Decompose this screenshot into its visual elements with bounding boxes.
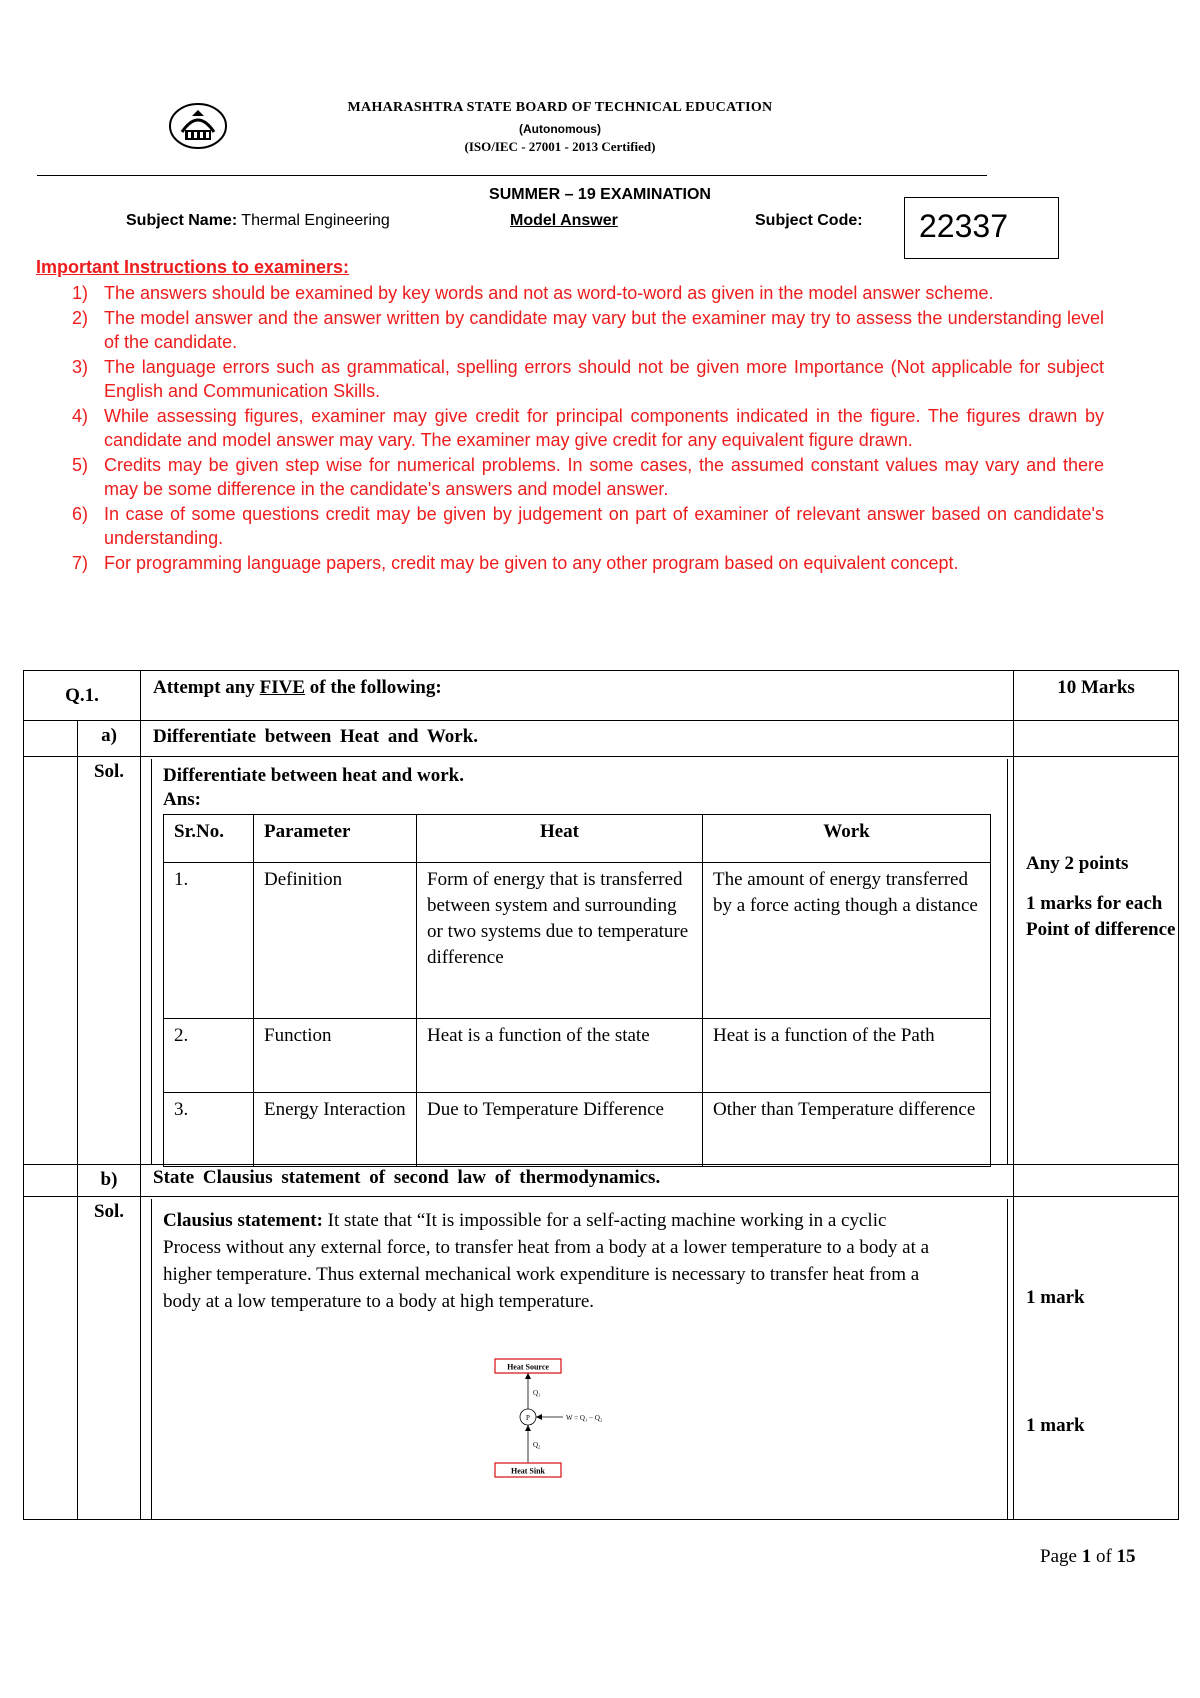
table-header-row xyxy=(164,815,991,863)
exam-title: SUMMER – 19 EXAMINATION xyxy=(489,186,711,203)
subject-code-label: Subject Code: xyxy=(755,212,863,229)
heat-sink-label: Heat Sink xyxy=(510,1466,546,1476)
marks-note: 1 marks for each Point of difference xyxy=(1026,893,1176,940)
marks-note: 1 mark xyxy=(1026,1415,1085,1436)
iso-certification: (ISO/IEC - 27001 - 2013 Certified) xyxy=(464,139,656,154)
page-number: Page 1 of 15 xyxy=(1040,1546,1136,1567)
table-row: 3. Energy Interaction Due to Temperature Difference Other than Temperature difference xyxy=(164,1093,991,1167)
column-header: Sr.No. xyxy=(164,815,254,863)
answer-heading: Differentiate between heat and work. Ans: xyxy=(163,765,464,810)
instruction-item: 1) The answers should be examined by key words and not as word-to-word as given in the model answer scheme. xyxy=(72,283,994,303)
msbte-logo-icon xyxy=(168,102,228,150)
instruction-item: 7) For programming language papers, credit may be given to any other program based on equivalent concept. xyxy=(72,552,959,573)
board-name: MAHARASHTRA STATE BOARD OF TECHNICAL EDUCATION xyxy=(347,100,773,115)
subquestion-b-label: b) xyxy=(78,1165,141,1197)
autonomous-label: (Autonomous) xyxy=(519,122,601,136)
solution-b-content xyxy=(141,1197,1014,1520)
marks-note: 1 mark xyxy=(1026,1287,1085,1308)
question-header-row xyxy=(24,671,1179,721)
subject-name-label: Subject Name: xyxy=(126,212,238,229)
subquestion-a-text: Differentiate between Heat and Work. xyxy=(141,721,1014,757)
question-marks: 10 Marks xyxy=(1014,671,1179,721)
instruction-item: 5) Credits may be given step wise for numerical problems. In some cases, the assumed constant values may vary and there may be some difference in the candidate's answers and model answer. xyxy=(72,454,1104,499)
heat-pump-diagram xyxy=(491,1357,651,1487)
marks-note: Any 2 points xyxy=(1026,853,1129,874)
instructions-title: Important Instructions to examiners: xyxy=(36,257,350,277)
marks-a-cell xyxy=(1014,757,1179,1165)
instruction-item: 4) While assessing figures, examiner may give credit for principal components indicated in the figure. The figures drawn by candidate and model answer may vary. The examiner may give credit for any equivalent figure drawn. xyxy=(72,405,1104,450)
column-header: Parameter xyxy=(254,815,417,863)
solution-a-row xyxy=(24,757,1179,1165)
model-answer-label: Model Answer xyxy=(510,212,618,229)
question-table xyxy=(23,670,1179,1520)
table-row: 1. Definition Form of energy that is transferred between system and surrounding or two systems due to temperature difference The amount of energy transferred by a force acting though a distance xyxy=(164,863,991,1019)
q1-arrow-icon xyxy=(525,1373,531,1379)
q2-arrow-icon xyxy=(525,1425,531,1431)
header-divider xyxy=(37,175,987,176)
solution-b-row xyxy=(24,1197,1179,1520)
solution-b-label: Sol. xyxy=(78,1197,141,1520)
instruction-item: 6) In case of some questions credit may be given by judgement on part of examiner of relevant answer based on candidate's understanding. xyxy=(72,503,1104,548)
heat-source-label: Heat Source xyxy=(507,1362,549,1372)
question-title: Attempt any FIVE of the following: xyxy=(141,671,1014,721)
solution-a-content xyxy=(141,757,1014,1165)
subject-name-row xyxy=(126,212,390,230)
heat-work-table xyxy=(163,814,991,1167)
question-number: Q.1. xyxy=(24,671,141,721)
subject-code-box: 22337 xyxy=(904,197,1059,259)
column-header: Work xyxy=(703,815,991,863)
subquestion-b-row xyxy=(24,1165,1179,1197)
marks-b-cell xyxy=(1014,1197,1179,1520)
clausius-statement: Clausius statement: It state that “It is impossible for a self-acting machine working in a cyclic Process without any external force, to transfer heat from a body at a lower temperature to a body at a higher temperature. Thus external mechanical work expenditure is necessary to transfer heat from a body at a low temperature to a body at high temperature. xyxy=(163,1210,930,1312)
instruction-item: 3) The language errors such as grammatical, spelling errors should not be given more Importance (Not applicable for subject English and Communication Skills. xyxy=(72,356,1104,401)
instruction-item: 2) The model answer and the answer written by candidate may vary but the examiner may try to assess the understanding level of the candidate. xyxy=(72,307,1104,352)
solution-a-label: Sol. xyxy=(78,757,141,1165)
q2-label: Q₂ xyxy=(533,1441,541,1449)
instructions-list xyxy=(36,281,1104,575)
column-header: Heat xyxy=(417,815,703,863)
subquestion-a-row xyxy=(24,721,1179,757)
pump-label: P xyxy=(526,1414,530,1422)
subquestion-b-text: State Clausius statement of second law of thermodynamics. xyxy=(141,1165,1014,1197)
subject-name: Thermal Engineering xyxy=(241,212,390,229)
table-row: 2. Function Heat is a function of the state Heat is a function of the Path xyxy=(164,1019,991,1093)
subquestion-a-label: a) xyxy=(78,721,141,757)
q1-label: Q₁ xyxy=(533,1389,541,1397)
work-label: W = Q₁ − Q₂ xyxy=(566,1414,603,1422)
work-arrow-icon xyxy=(536,1414,542,1420)
